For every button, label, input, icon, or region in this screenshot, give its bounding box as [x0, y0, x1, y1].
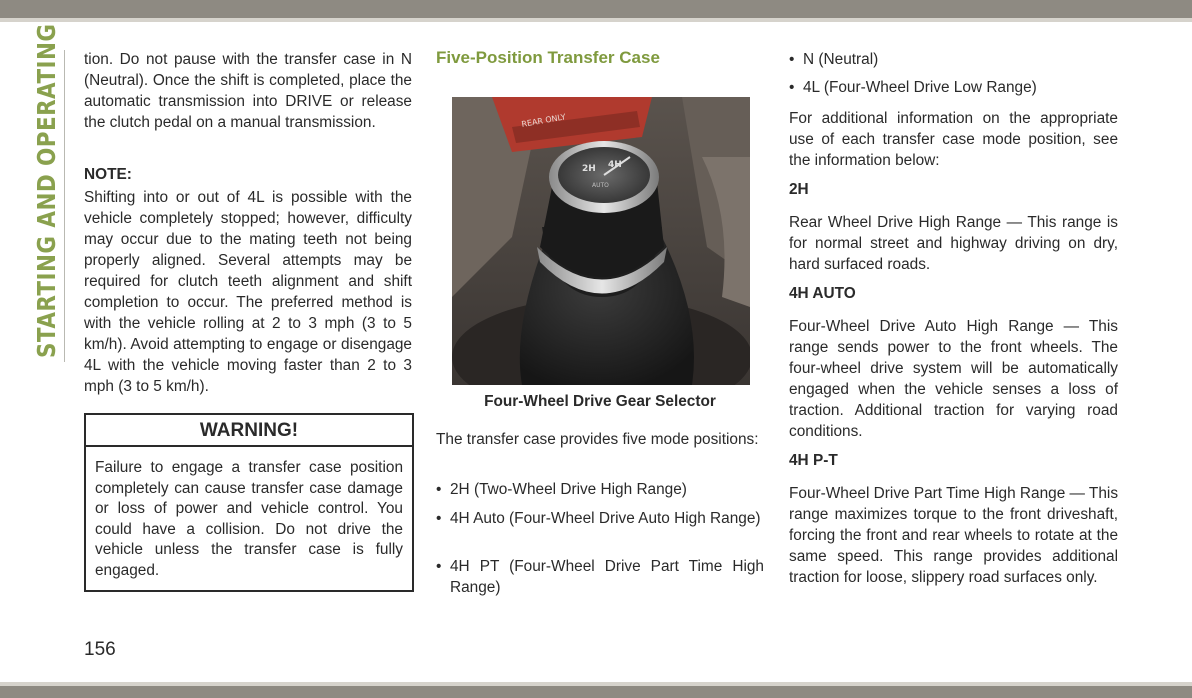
list-item-text: 4H PT (Four-Wheel Drive Part Time High Range): [450, 558, 764, 596]
section-text-4h-pt: Four-Wheel Drive Part Time High Range — This range maximizes torque to the front driveshaft, forcing the front and rear wheels to rotate at the same speed. This range provides additional traction for loose, slippery road surfaces only.: [789, 485, 1119, 586]
knob-label-2h: 2H: [582, 164, 596, 174]
photo-caption: Four-Wheel Drive Gear Selector: [484, 393, 716, 410]
column2-heading: Five-Position Transfer Case: [436, 48, 660, 67]
bullet-icon: •: [436, 558, 442, 575]
section-tab-label: STARTING AND OPERATING: [32, 23, 61, 359]
column3-info-text: For additional information on the appropriate use of each transfer case mode position, see the information below:: [789, 110, 1118, 169]
warning-title: WARNING!: [86, 415, 412, 447]
section-text-2h: Rear Wheel Drive High Range — This range is for normal street and highway driving on dry, hard surfaced roads.: [789, 214, 1118, 273]
gear-selector-photo: [452, 97, 750, 385]
knob-label-4h: 4H: [608, 160, 622, 170]
warning-box: [84, 413, 414, 592]
column2-intro-text: The transfer case provides five mode positions:: [436, 431, 759, 448]
list-item: [789, 49, 1118, 70]
bullet-icon: •: [436, 510, 442, 527]
note-heading: NOTE:: [84, 166, 132, 183]
list-item: [436, 508, 764, 529]
section-heading-4h-pt: 4H P-T: [789, 452, 838, 469]
knob-label-auto: AUTO: [592, 182, 609, 189]
section-tab-divider: [64, 50, 65, 362]
bullet-icon: •: [789, 51, 795, 68]
list-item: [789, 77, 1118, 98]
top-border-band: [0, 0, 1192, 18]
rear-only-badge: REAR ONLY: [520, 112, 567, 129]
bullet-icon: •: [789, 79, 795, 96]
list-item-text: 4L (Four-Wheel Drive Low Range): [803, 79, 1037, 96]
list-item: [436, 556, 764, 598]
gear-selector-illustration: [452, 97, 750, 385]
page-number: 156: [84, 639, 116, 660]
list-item-text: 2H (Two-Wheel Drive High Range): [450, 481, 687, 498]
list-item-text: 4H Auto (Four-Wheel Drive Auto High Range): [450, 510, 761, 527]
list-item-text: N (Neutral): [803, 51, 879, 68]
list-item: [436, 479, 764, 500]
column1-intro-text: tion. Do not pause with the transfer case in N (Neutral). Once the shift is completed, place the automatic transmission into DRIVE or release the clutch pedal on a manual transmission.: [84, 51, 412, 131]
section-heading-2h: 2H: [789, 181, 809, 198]
note-text: Shifting into or out of 4L is possible with the vehicle completely stopped; however, difficulty may occur due to the mating teeth not being properly aligned. Several attempts may be required for clutch teeth alignment and shift completion to occur. The preferred method is with the vehicle rolling at 2 to 3 mph (3 to 5 km/h). Avoid attempting to engage or disengage 4L with the vehicle moving faster than 2 to 3 mph (3 to 5 km/h).: [84, 189, 412, 395]
warning-text: Failure to engage a transfer case position completely can cause transfer case damage or loss of power and vehicle control. You could have a collision. Do not drive the vehicle unless the transfer case is fully engaged.: [95, 459, 403, 579]
top-border-line: [0, 18, 1192, 22]
section-heading-4h-auto: 4H AUTO: [789, 285, 856, 302]
bottom-border-band: [0, 686, 1192, 698]
section-text-4h-auto: Four-Wheel Drive Auto High Range — This range sends power to the front wheels. The four-wheel drive system will be automatically engaged when the vehicle senses a loss of traction. Additional traction for varying road conditions.: [789, 318, 1118, 440]
bullet-icon: •: [436, 481, 442, 498]
